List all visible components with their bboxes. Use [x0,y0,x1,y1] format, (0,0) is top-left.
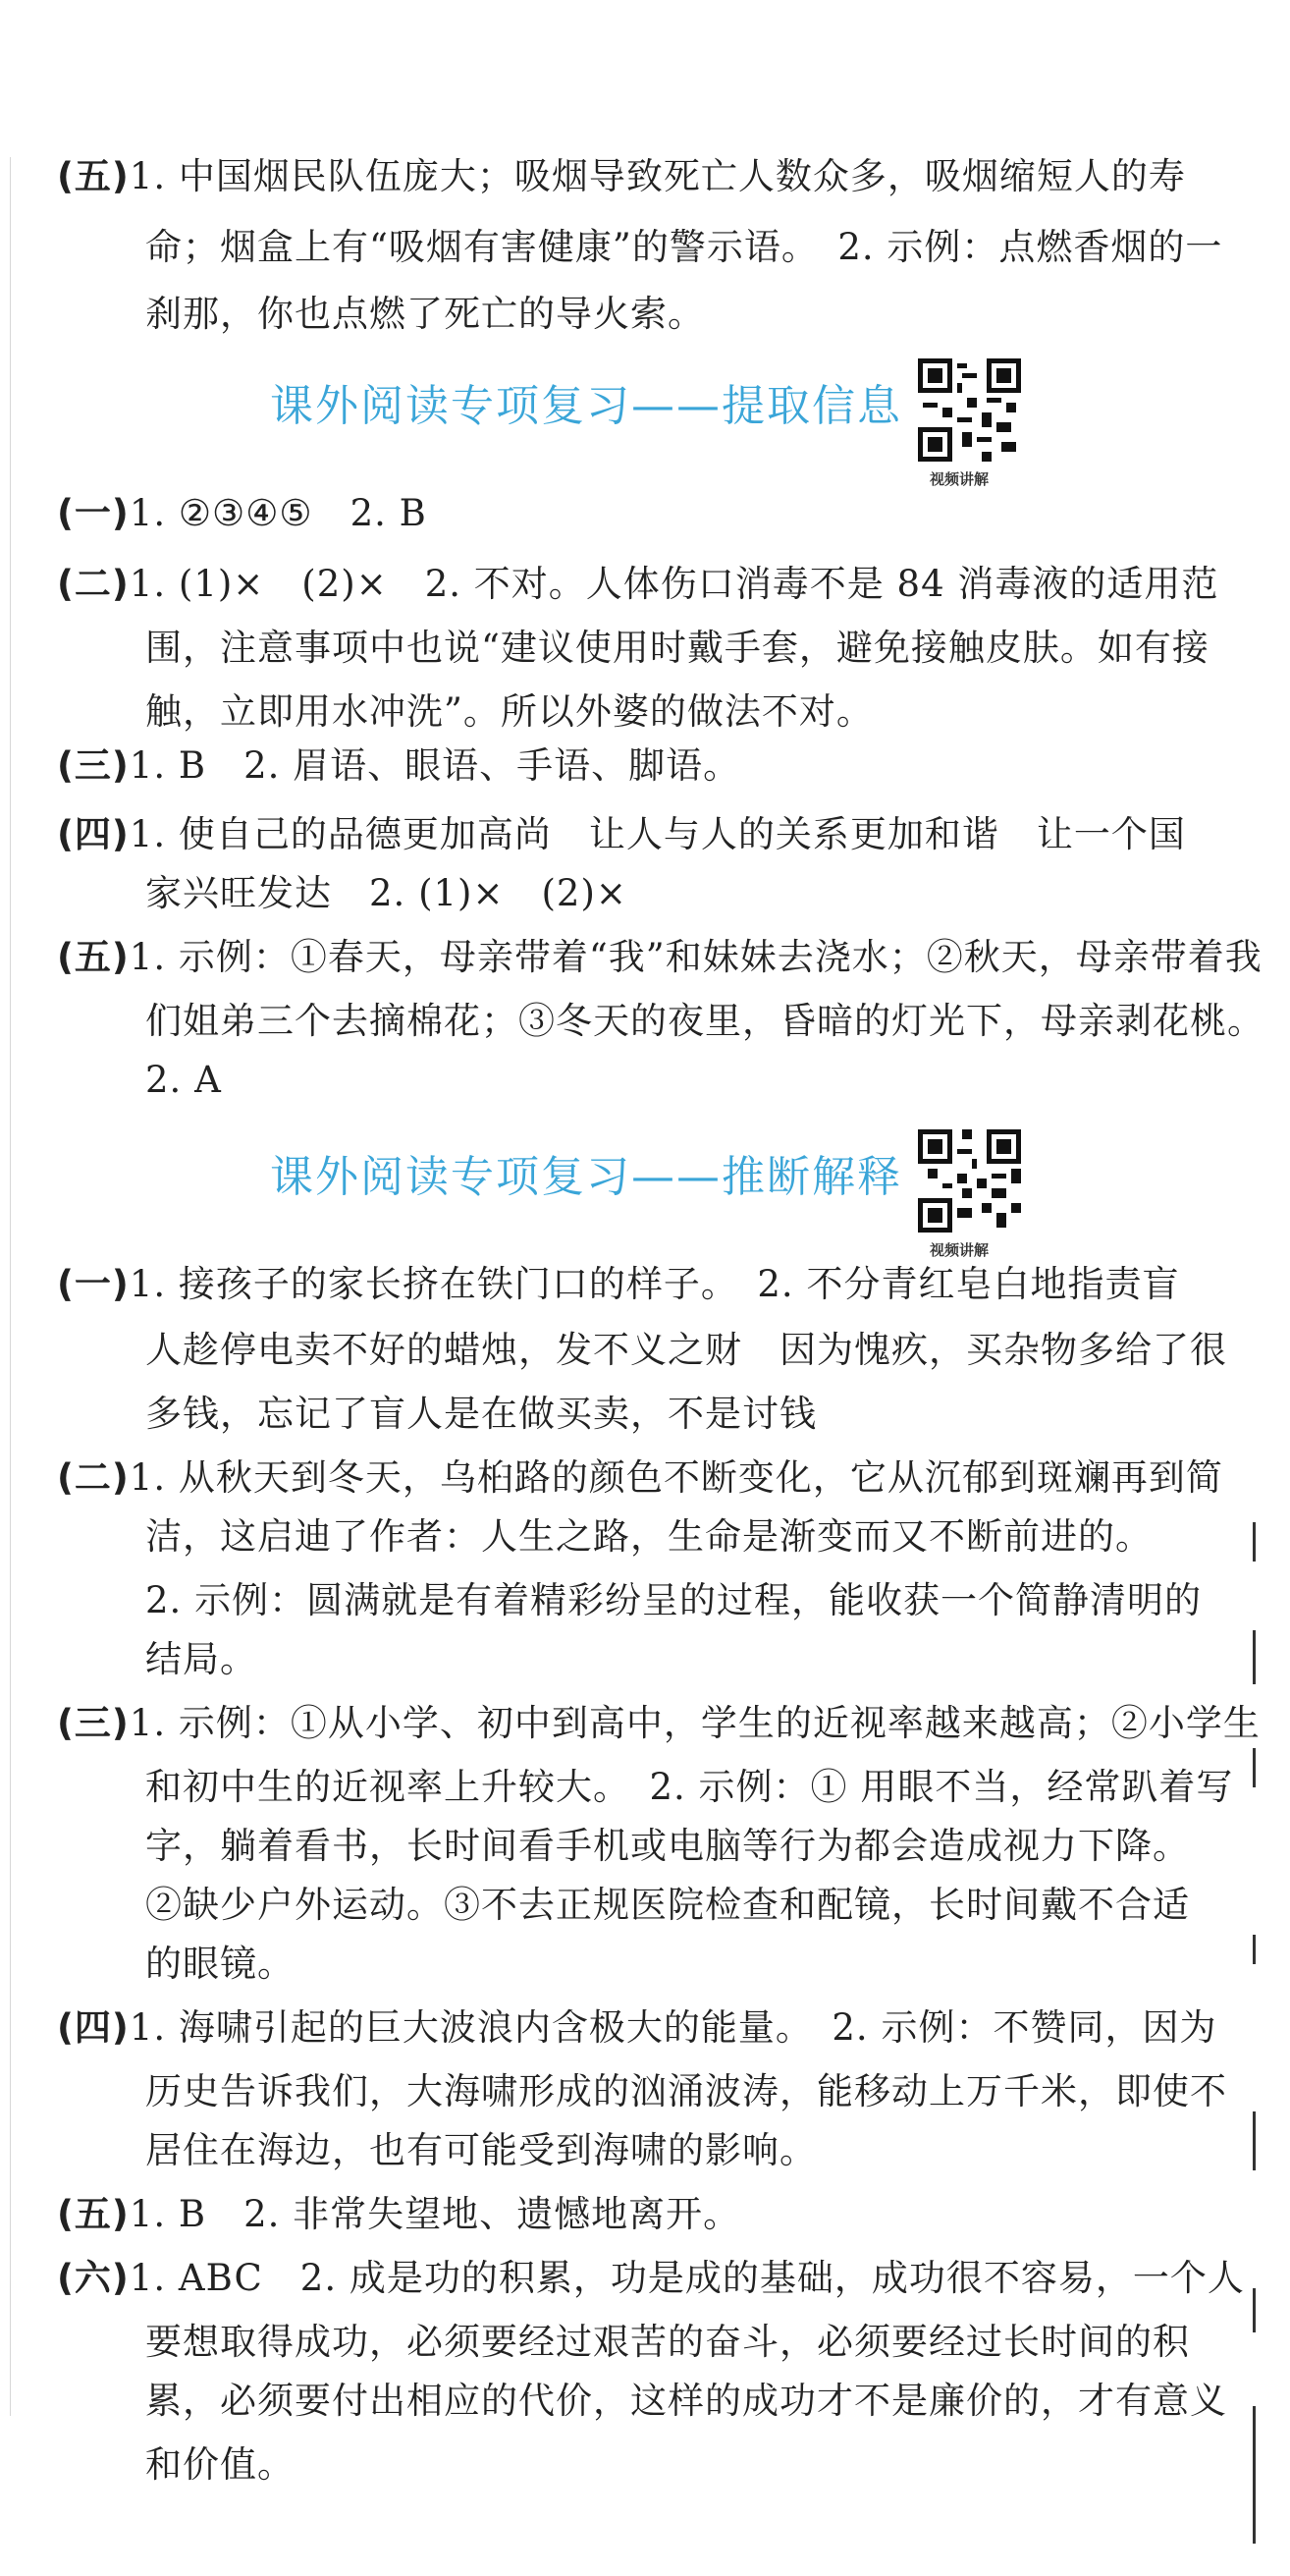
block1-item-2-line-3: 触，立即用水冲洗”。所以外婆的做法不对。 [145,690,874,733]
block2-item-1-line-2: 人趁停电卖不好的蜡烛，发不义之财 因为愧疚，买杂物多给了很 [145,1329,1227,1371]
section-5-line-1: (五)1. 中国烟民队伍庞大；吸烟导致死亡人数众多，吸烟缩短人的寿 [57,155,1186,197]
block2-item-2-line-4: 结局。 [145,1638,257,1680]
qr-code-icon[interactable] [918,1129,1021,1233]
qr-code-icon[interactable] [918,358,1021,462]
block2-item-3-line-1: (三)1. 示例：①从小学、初中到高中，学生的近视率越来越高；②小学生 [57,1702,1261,1744]
block1-item-5-line-1: (五)1. 示例：①春天，母亲带着“我”和妹妹去浇水；②秋天，母亲带着我 [57,936,1263,978]
block2-item-4-line-2: 历史告诉我们，大海啸形成的汹涌波涛，能移动上万千米，即使不 [145,2070,1227,2112]
block2-item-2-line-3: 2. 示例：圆满就是有着精彩纷呈的过程，能收获一个简静清明的 [145,1579,1203,1621]
block1-item-4-line-2: 家兴旺发达 2. (1)× (2)× [145,872,627,914]
section-label: (五) [57,155,130,197]
block2-item-3-line-3: 字，躺着看书，长时间看手机或电脑等行为都会造成视力下降。 [145,1825,1190,1867]
block2-item-6-line-1: (六)1. ABC 2. 成是功的积累，功是成的基础，成功很不容易，一个人 [57,2257,1245,2299]
qr-caption: 视频讲解 [930,470,990,488]
block1-item-5-line-2: 们姐弟三个去摘棉花；③冬天的夜里，昏暗的灯光下，母亲剥花桃。 [145,1000,1264,1042]
block2-item-5: (五)1. B 2. 非常失望地、遗憾地离开。 [57,2193,741,2235]
block2-item-1-line-1: (一)1. 接孩子的家长挤在铁门口的样子。 2. 不分青红皂白地指责盲 [57,1263,1180,1305]
block1-item-2-line-2: 围，注意事项中也说“建议使用时戴手套，避免接触皮肤。如有接 [145,627,1209,669]
heading-extract-info: 课外阅读专项复习——提取信息 [270,381,902,431]
block2-item-4-line-3: 居住在海边，也有可能受到海啸的影响。 [145,2129,817,2171]
block2-item-2-line-1: (二)1. 从秋天到冬天，乌桕路的颜色不断变化，它从沉郁到斑斓再到简 [57,1456,1223,1499]
block2-item-2-line-2: 洁，这启迪了作者：人生之路，生命是渐变而又不断前进的。 [145,1515,1153,1558]
block2-item-3-line-4: ②缺少户外运动。③不去正规医院检查和配镜，长时间戴不合适 [145,1884,1190,1926]
block1-item-4-line-1: (四)1. 使自己的品德更加高尚 让人与人的关系更加和谐 让一个国 [57,813,1186,855]
right-edge-marks [1253,1522,1259,2553]
block2-item-4-line-1: (四)1. 海啸引起的巨大波浪内含极大的能量。 2. 示例：不赞同，因为 [57,2006,1217,2049]
block2-item-6-line-2: 要想取得成功，必须要经过艰苦的奋斗，必须要经过长时间的积 [145,2321,1190,2363]
block2-item-3-line-2: 和初中生的近视率上升较大。 2. 示例：① 用眼不当，经常趴着写 [145,1766,1234,1808]
block1-item-5-line-3: 2. A [145,1059,222,1101]
block2-item-6-line-3: 累，必须要付出相应的代价，这样的成功才不是廉价的，才有意义 [145,2380,1227,2422]
block2-item-1-line-3: 多钱，忘记了盲人是在做买卖，不是讨钱 [145,1393,817,1435]
block1-item-1: (一)1. ②③④⑤ 2. B [57,492,427,534]
heading-inference: 课外阅读专项复习——推断解释 [270,1152,902,1202]
left-margin-rule [10,157,11,2416]
qr-caption: 视频讲解 [930,1241,990,1259]
section-5-line-3: 刹那，你也点燃了死亡的导火索。 [145,293,705,335]
block1-item-3: (三)1. B 2. 眉语、眼语、手语、脚语。 [57,744,741,787]
block2-item-3-line-5: 的眼镜。 [145,1943,295,1985]
block1-item-2-line-1: (二)1. (1)× (2)× 2. 不对。人体伤口消毒不是 84 消毒液的适用范 [57,563,1219,605]
section-5-line-2: 命；烟盒上有“吸烟有害健康”的警示语。 2. 示例：点燃香烟的一 [145,226,1223,268]
block2-item-6-line-4: 和价值。 [145,2443,295,2486]
